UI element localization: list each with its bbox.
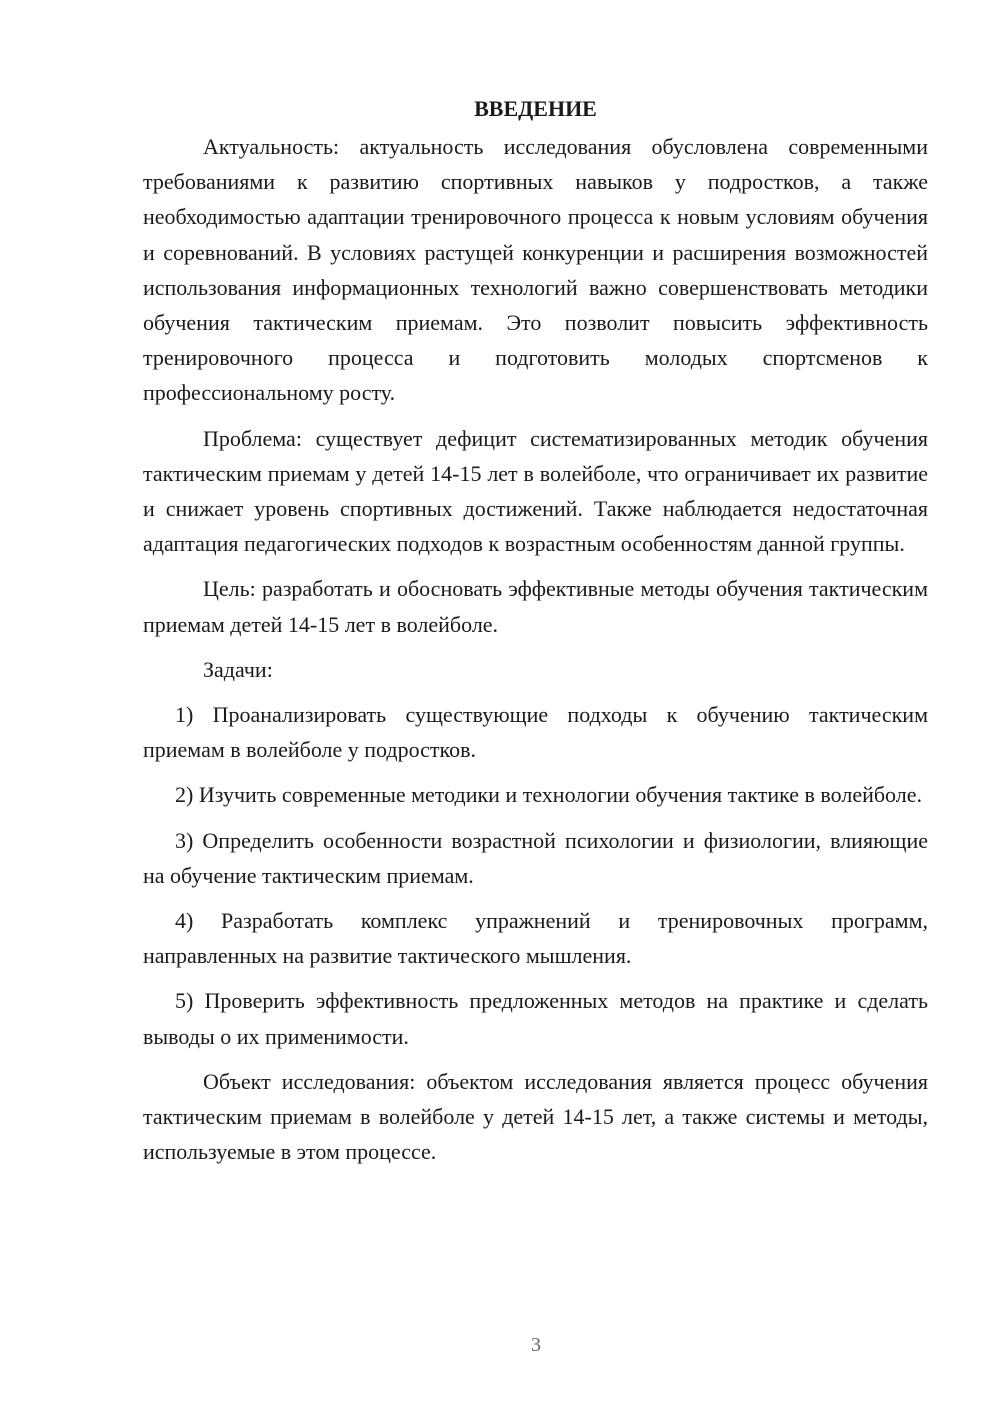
paragraph-goal: Цель: разработать и обосновать эффективные методы обучения тактическим приемам детей 14-15 лет в волейболе. bbox=[143, 576, 928, 637]
paragraph-problem: Проблема: существует дефицит систематизированных методик обучения тактическим приемам у детей 14-15 лет в волейболе, что ограничивает их развитие и снижает уровень спортивных достижений. Также наблюдается недостаточная адаптация педагогических подходов к возрастным особенностям данной группы. bbox=[143, 425, 928, 557]
section-title: ВВЕДЕНИЕ bbox=[474, 96, 597, 121]
task-item-4: 4) Разработать комплекс упражнений и тренировочных программ, направленных на развитие тактического мышления. bbox=[143, 908, 928, 969]
task-item-1: 1) Проанализировать существующие подходы к обучению тактическим приемам в волейболе у подростков. bbox=[143, 702, 928, 763]
paragraph-relevance: Актуальность: актуальность исследования обусловлена современными требованиями к развитию спортивных навыков у подростков, а также необходимостью адаптации тренировочного процесса к новым условиям обучения и соревнований. В условиях растущей конкуренции и расширения возможностей использования информационных технологий важно совершенствовать методики обучения тактическим приемам. Это позволит повысить эффективность тренировочного процесса и подготовить молодых спортсменов к профессиональному росту. bbox=[143, 134, 928, 406]
tasks-heading: Задачи: bbox=[203, 656, 273, 682]
paragraph-object: Объект исследования: объектом исследования является процесс обучения тактическим приемам в волейболе у детей 14-15 лет, а также системы и методы, используемые в этом процессе. bbox=[143, 1068, 928, 1165]
task-item-5: 5) Проверить эффективность предложенных методов на практике и сделать выводы о их применимости. bbox=[143, 988, 928, 1049]
task-item-3: 3) Определить особенности возрастной психологии и физиологии, влияющие на обучение тактическим приемам. bbox=[143, 827, 928, 888]
document-page bbox=[143, 94, 928, 1179]
task-item-2: 2) Изучить современные методики и технологии обучения тактике в волейболе. bbox=[175, 782, 923, 808]
page-number: 3 bbox=[531, 1334, 541, 1356]
